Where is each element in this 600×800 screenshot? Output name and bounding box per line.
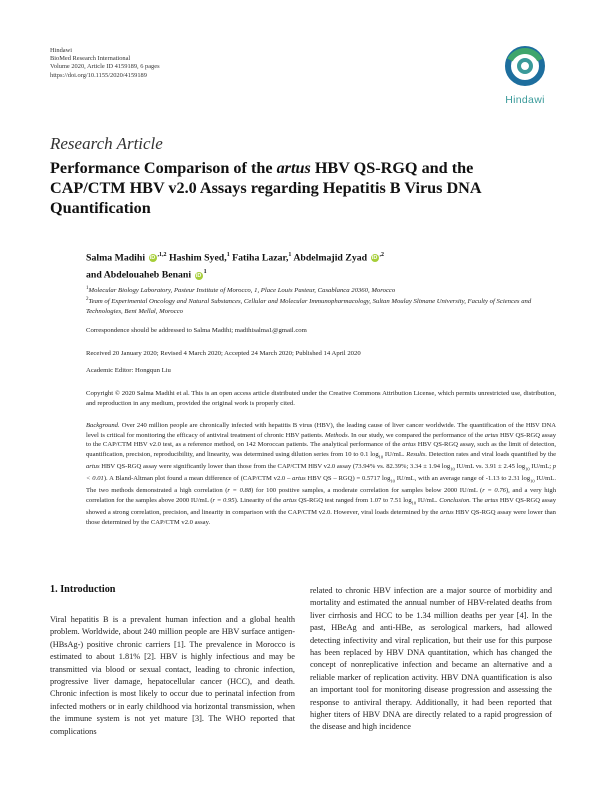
journal-meta [50,47,160,80]
orcid-icon[interactable]: iD [195,272,202,279]
article-dates: Received 20 January 2020; Revised 4 March 2020; Accepted 24 March 2020; Published 14 April 2020 [86,350,361,357]
abstract: Background. Over 240 million people are chronically infected with hepatitis B virus (HBV), the leading cause of liver cancer worldwide. The quantification of the HBV DNA level is critical for monitoring the efficacy of antiviral treatment of chronic HBV patients. Methods. In our study, we compared the performance of the artus HBV QS-RGQ assay to the CAP/CTM HBV v2.0 test, as a reference method, on 142 Moroccan patients. The analytical performance of the artus HBV QS-RGQ assay, such as the limit of detection, quantification, precision, reproducibility, and linearity, was determined using dilution series from 10 to 0.1 $\log_{10} IU/mL$. Results. Detection rates and viral loads quantified by the artus HBV QS-RGQ assay were significantly lower than those from the CAP/CTM HBV v2.0 assay (73.94% vs. 82.39%; 3.34 ± 1.94 $\log_{10} IU/mL$ vs. 3.91 ± 2.45 $\log_{10} IU/mL$; p < 0.01). A Bland-Altman plot found a mean difference of (CAP/CTM v2.0 – artus HBV QS – RGQ) = 0.5717 $\log_{10} IU/mL$, with an average range of -1.13 to 2.31 $\log_{10} IU/mL$. The two methods demonstrated a high correlation (r = 0.88) for 100 positive samples, a moderate correlation for samples below 2000 IU/mL (r = 0.76), and a very high correlation for the samples above 2000 IU/mL (r = 0.95). Linearity of the artus QS-RGQ test ranged from 1.07 to 7.51 $\log_{10} IU/mL$. Conclusion. The artus HBV QS-RGQ assay showed a strong correlation, precision, and linearity in comparison with the CAP/CTM v2.0. However, viral loads determined by the artus HBV QS-RGQ assay were lower than those determined by the CAP/CTM v2.0 assay. [86,422,557,526]
intro-column-left: Viral hepatitis B is a prevalent human infection and a global health problem. Worldwide, about 240 million people are HBV surface antigen- (HBsAg-) positive chronic carriers [1]. The prevalence in Morocco is estimated to about 1.81% [2]. HBV is highly infectious and may be transmitted via blood or sexual contact, leading to chronic infection, progressive liver damage, hepatocellular cancer (HCC), and death. Chronic infection is most likely to occur due to perinatal infection from infected mothers or in early childhood via horizontal transmission, when the immune system is not yet mature [3]. The WHO reported that complications [50,615,295,736]
author-list: Salma Madihi $iD^{,1,2}$ Hashim Syed,$^1$ Fatiha Lazar,$^1$ Abdelmajid Zyad $iD^{,2}$ and Abdelouaheb Benani $iD^1$ [86,252,385,281]
author-conjunction: and [86,269,102,281]
affiliation-1: $^1$Molecular Biology Laboratory, Pasteur Institute of Morocco, 1, Place Louis Pasteur, Casablanca 20360, Morocco [86,286,396,295]
publisher-name: Hindawi [50,47,73,54]
author-name[interactable]: Abdelmajid Zyad [293,252,368,264]
article-title: Performance Comparison of the artus HBV QS-RGQ and the CAP/CTM HBV v2.0 Assays regarding Hepatitis B Virus DNA Quantification [50,159,481,217]
journal-name: BioMed Research International [50,55,131,63]
intro-column-right: related to chronic HBV infection are a major source of morbidity and mortality and estimated the annual number of HBV-related deaths from liver cirrhosis and HCC to be 1.34 million deaths per year [4]. In the past, HBeAg and anti-HBe, as serological markers, had allowed detecting infectivity and viral replication, but their use for this purpose has been replaced by HBV DNA quantitation, which has changed the concept of nonreplicative infection and became an alternative and a reliable marker of replication activity. HBV DNA quantification is also an important tool for monitoring disease progression and assessing the response to antiviral therapy. Additionally, it had been reported that higher titers of HBV DNA are directly related to a rapid progression of the disease and high incidence [310,586,552,732]
copyright-notice: Copyright © 2020 Salma Madihi et al. This is an open access article distributed under the Creative Commons Attribution License, which permits unrestricted use, distribution, and reproduction in any medium, provided the original work is properly cited. [86,390,556,407]
article-type: Research Article [50,134,163,153]
affiliation-2: $^2$Team of Experimental Oncology and Natural Substances, Cellular and Molecular Immunopharmacology, Sultan Moulay Slimane University, Faculty of Sciences and Technologies, Beni Mellal, Morocco [86,297,532,316]
orcid-icon[interactable]: iD [149,255,156,262]
section-heading-introduction: 1. Introduction [50,584,116,595]
author-name[interactable]: Hashim Syed, [168,252,227,264]
author-name[interactable]: Abdelouaheb Benani [103,269,192,281]
orcid-icon[interactable]: iD [371,255,378,262]
author-name[interactable]: Salma Madihi [86,252,146,264]
hindawi-logo-icon [503,44,547,88]
correspondence: Correspondence should be addressed to Salma Madihi; madihisalma1@gmail.com [86,327,307,334]
academic-editor: Academic Editor: Hongqun Liu [86,367,171,374]
doi-link[interactable]: https://doi.org/10.1155/2020/4159189 [50,71,147,79]
hindawi-logo[interactable] [496,44,554,106]
hindawi-logo-text: Hindawi [505,94,545,106]
volume-line: Volume 2020, Article ID 4159189, 6 pages [50,63,160,71]
author-name[interactable]: Fatiha Lazar, [232,252,289,264]
